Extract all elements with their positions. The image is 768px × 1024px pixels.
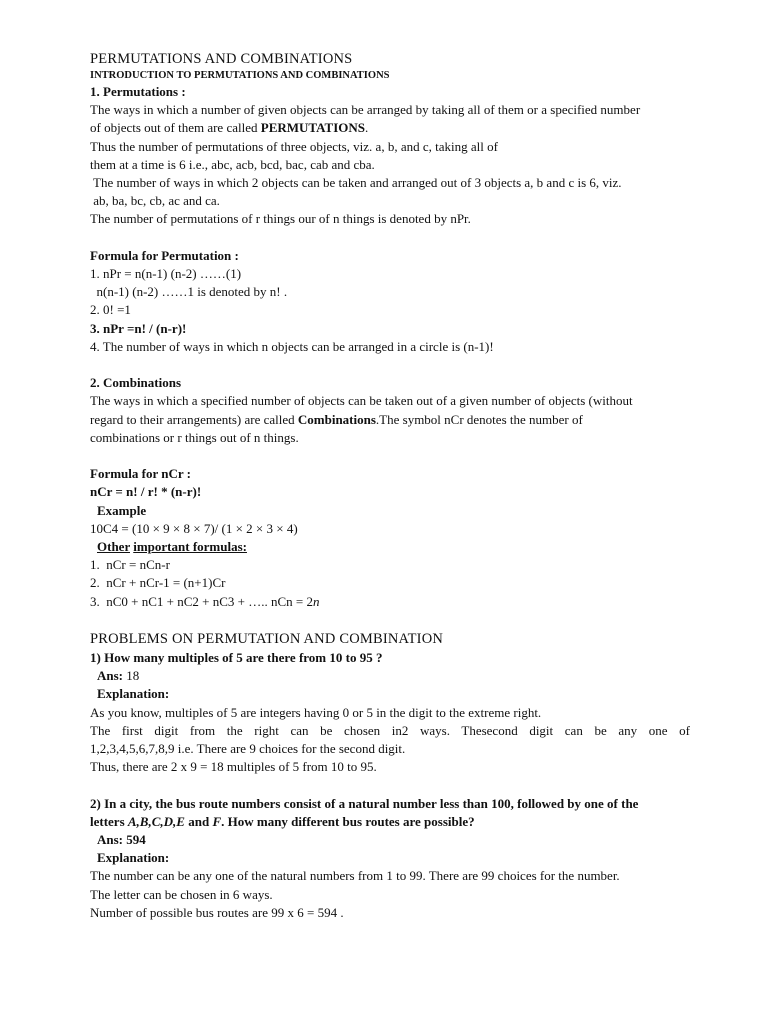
question-2-line: 2) In a city, the bus route numbers consist of a natural number less than 100, followed by one of the xyxy=(90,795,639,811)
explanation-line: Thus, there are 2 x 9 = 18 multiples of 5 from 10 to 95. xyxy=(90,759,377,775)
explanation-line: The letter can be chosen in 6 ways. xyxy=(90,886,273,902)
example-formula: 10C4 = (10 × 9 × 8 × 7)/ (1 × 2 × 3 × 4) xyxy=(90,520,298,536)
explanation-line: The first digit from the right can be chosen in2 ways. Thesecond digit can be any one of xyxy=(90,722,690,738)
intro-heading: INTRODUCTION TO PERMUTATIONS AND COMBINATIONS xyxy=(90,70,390,81)
perm-paragraph-line: The ways in which a number of given objects can be arranged by taking all of them or a specified number xyxy=(90,102,641,118)
perm-paragraph-line: ab, ba, bc, cb, ac and ca. xyxy=(90,193,220,209)
perm-paragraph-line: The number of ways in which 2 objects can be taken and arranged out of 3 objects a, b and c is 6, viz. xyxy=(90,175,622,191)
other-formula-item: 3. nC0 + nC1 + nC2 + nC3 + ….. nCn = 2n xyxy=(90,593,320,609)
perm-formula-item: 1. nPr = n(n-1) (n-2) ……(1) xyxy=(90,266,242,282)
problems-heading: PROBLEMS ON PERMUTATION AND COMBINATION xyxy=(90,631,444,648)
permutations-heading: 1. Permutations : xyxy=(90,84,186,99)
explanation-line: Number of possible bus routes are 99 x 6 = 594 . xyxy=(90,904,344,920)
question-1: 1) How many multiples of 5 are there from 10 to 95 ? xyxy=(90,650,383,666)
example-label: Example xyxy=(97,502,147,518)
perm-paragraph-line: them at a time is 6 i.e., abc, acb, bcd, bac, cab and cba. xyxy=(90,156,375,172)
perm-paragraph-line: Thus the number of permutations of three objects, viz. a, b, and c, taking all of xyxy=(90,138,498,154)
other-formulas-heading: Other important formulas: xyxy=(97,539,247,555)
explanation-2-label: Explanation: xyxy=(97,850,170,866)
document-page xyxy=(90,49,690,922)
other-formula-item: 1. nCr = nCn-r xyxy=(90,557,170,573)
permutations-term: PERMUTATIONS xyxy=(260,120,365,136)
perm-formula-item: 4. The number of ways in which n objects can be arranged in a circle is (n-1)! xyxy=(90,338,494,354)
other-formula-item: 2. nCr + nCr-1 = (n+1)Cr xyxy=(90,575,226,591)
combinations-heading: 2. Combinations xyxy=(90,375,182,391)
ncr-formula: nCr = n! / r! * (n-r)! xyxy=(90,484,202,500)
comb-paragraph-line: combinations or r things out of n things. xyxy=(90,429,299,445)
explanation-line: 1,2,3,4,5,6,7,8,9 i.e. There are 9 choices for the second digit. xyxy=(90,741,406,757)
page-title: PERMUTATIONS AND COMBINATIONS xyxy=(90,51,353,67)
perm-paragraph-line: of objects out of them are called PERMUTATIONS. xyxy=(90,120,369,136)
answer-2: Ans: 594 xyxy=(97,832,146,848)
question-2-line: letters A,B,C,D,E and F. How many different bus routes are possible? xyxy=(90,813,475,829)
explanation-line: As you know, multiples of 5 are integers having 0 or 5 in the digit to the extreme right. xyxy=(90,704,542,720)
perm-formula-item: n(n-1) (n-2) ……1 is denoted by n! . xyxy=(90,284,288,300)
answer-1: Ans: 18 xyxy=(97,668,140,684)
explanation-1-label: Explanation: xyxy=(97,686,170,702)
perm-formula-heading: Formula for Permutation : xyxy=(90,247,239,263)
perm-formula-item: 2. 0! =1 xyxy=(90,302,131,318)
ncr-formula-heading: Formula for nCr : xyxy=(90,466,191,482)
perm-formula-item: 3. nPr =n! / (n-r)! xyxy=(90,320,187,336)
comb-paragraph-line: The ways in which a specified number of objects can be taken out of a given number of objects (without xyxy=(90,393,633,409)
explanation-line: The number can be any one of the natural numbers from 1 to 99. There are 99 choices for the number. xyxy=(90,868,620,884)
perm-paragraph-line: The number of permutations of r things our of n things is denoted by nPr. xyxy=(90,211,471,227)
combinations-term: Combinations xyxy=(297,411,376,427)
comb-paragraph-line: regard to their arrangements) are called Combinations.The symbol nCr denotes the number of xyxy=(90,411,583,427)
